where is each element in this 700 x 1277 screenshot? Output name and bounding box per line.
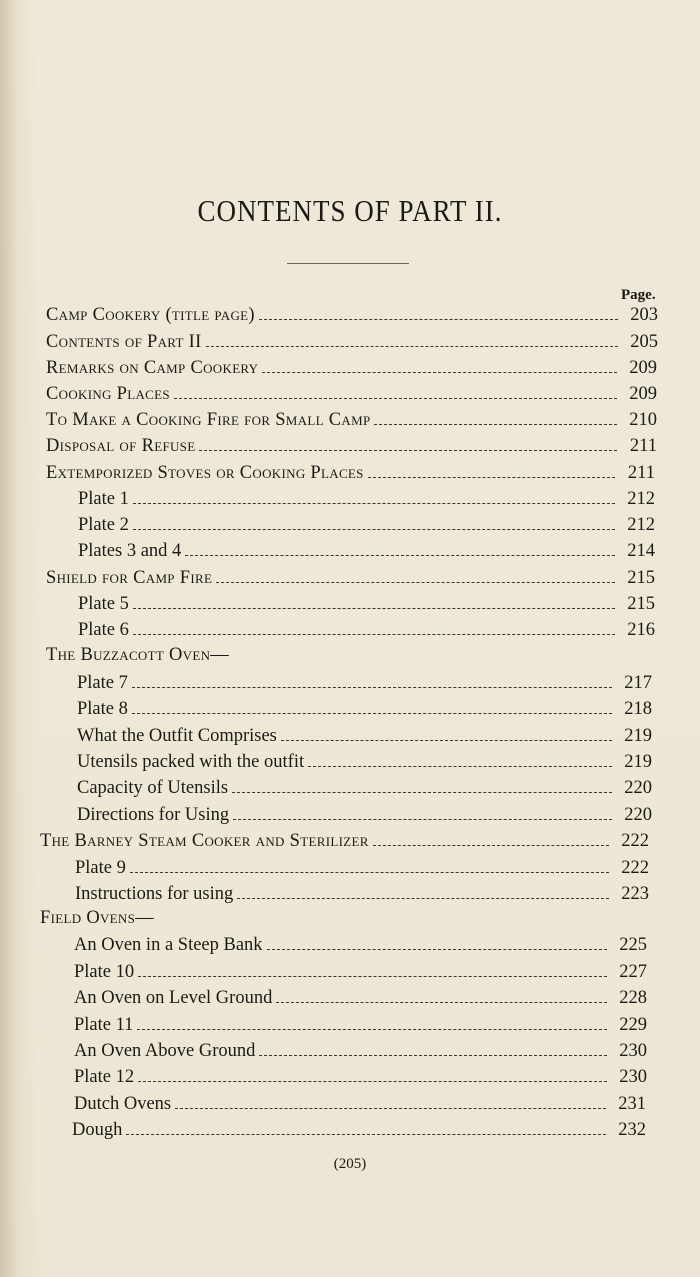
dot-leader bbox=[237, 898, 609, 899]
dot-leader bbox=[199, 450, 617, 451]
toc-entry bbox=[46, 563, 655, 589]
dot-leader bbox=[174, 398, 617, 399]
toc-entry bbox=[46, 353, 657, 379]
toc-entry-label: To Make a Cooking Fire for Small Camp bbox=[46, 410, 371, 430]
dot-leader bbox=[281, 740, 612, 741]
toc-entry-page: 203 bbox=[630, 305, 658, 325]
toc-entry-label: The Buzzacott Oven— bbox=[46, 645, 230, 665]
toc-entry bbox=[46, 431, 657, 457]
toc-entry-label: Directions for Using bbox=[77, 805, 230, 825]
toc-entry-page: 209 bbox=[629, 358, 657, 378]
dot-leader bbox=[132, 687, 612, 688]
toc-entry-page: 228 bbox=[619, 988, 647, 1008]
toc-entry bbox=[74, 957, 647, 983]
toc-entry bbox=[75, 879, 649, 905]
title-rule bbox=[287, 263, 409, 264]
dot-leader bbox=[133, 608, 615, 609]
dot-leader bbox=[259, 319, 618, 320]
toc-entry-label: Field Ovens— bbox=[40, 908, 154, 928]
toc-entry-page: 211 bbox=[629, 436, 657, 456]
page-column-heading: Page. bbox=[621, 287, 656, 303]
toc-entry-label: What the Outfit Comprises bbox=[77, 726, 277, 746]
toc-entry-page: 209 bbox=[629, 384, 657, 404]
toc-entry-label: Dough bbox=[72, 1120, 123, 1140]
toc-entry bbox=[77, 721, 652, 747]
toc-entry-label: Shield for Camp Fire bbox=[46, 568, 213, 588]
toc-entry-page: 220 bbox=[624, 805, 652, 825]
toc-entry-label: Contents of Part II bbox=[46, 332, 202, 352]
toc-entry-label: Plate 1 bbox=[78, 489, 129, 509]
dot-leader bbox=[232, 792, 612, 793]
toc-entry-page: 232 bbox=[618, 1120, 646, 1140]
toc-entry bbox=[72, 1115, 646, 1141]
dot-leader bbox=[126, 1134, 606, 1135]
toc-entry-label: Plate 7 bbox=[77, 673, 128, 693]
toc-entry bbox=[74, 1036, 647, 1062]
toc-entry-page: 214 bbox=[627, 541, 655, 561]
toc-entry-label: Plates 3 and 4 bbox=[78, 541, 182, 561]
dot-leader bbox=[373, 845, 609, 846]
dot-leader bbox=[133, 634, 615, 635]
toc-entry-page: 222 bbox=[621, 831, 649, 851]
toc-entry-page: 212 bbox=[627, 489, 655, 509]
toc-entry bbox=[75, 853, 649, 879]
dot-leader bbox=[267, 949, 607, 950]
toc-entry-page: 217 bbox=[624, 673, 652, 693]
dot-leader bbox=[262, 372, 617, 373]
toc-entry bbox=[46, 640, 655, 666]
toc-entry-page: 216 bbox=[627, 620, 655, 640]
toc-entry-page: 227 bbox=[619, 962, 647, 982]
dot-leader bbox=[374, 424, 617, 425]
toc-entry-page: 205 bbox=[630, 332, 658, 352]
toc-entry bbox=[78, 589, 655, 615]
toc-entry-label: Utensils packed with the outfit bbox=[77, 752, 305, 772]
toc-entry-label: Capacity of Utensils bbox=[77, 778, 229, 798]
toc-entry-page: 210 bbox=[629, 410, 657, 430]
toc-entry bbox=[78, 510, 655, 536]
toc-entry-label: Plate 9 bbox=[75, 858, 126, 878]
toc-entry bbox=[74, 1062, 647, 1088]
toc-entry-label: Remarks on Camp Cookery bbox=[46, 358, 259, 378]
toc-entry-label: Plate 8 bbox=[77, 699, 128, 719]
dot-leader bbox=[137, 1029, 607, 1030]
toc-entry-label: Cooking Places bbox=[46, 384, 170, 404]
dot-leader bbox=[276, 1002, 607, 1003]
toc-entry bbox=[46, 405, 657, 431]
toc-entry-label: Plate 5 bbox=[78, 594, 129, 614]
toc-entry bbox=[78, 615, 655, 641]
dot-leader bbox=[206, 346, 618, 347]
toc-entry-label: Instructions for using bbox=[75, 884, 234, 904]
dot-leader bbox=[130, 872, 609, 873]
toc-entry-page: 219 bbox=[624, 726, 652, 746]
toc-entry bbox=[74, 930, 647, 956]
toc-entry bbox=[78, 536, 655, 562]
toc-entry bbox=[77, 800, 652, 826]
toc-entry-page: 215 bbox=[627, 594, 655, 614]
toc-entry bbox=[77, 773, 652, 799]
page-title: CONTENTS OF PART II. bbox=[197, 194, 503, 228]
dot-leader bbox=[138, 976, 607, 977]
toc-entry-label: An Oven on Level Ground bbox=[74, 988, 273, 1008]
toc-entry-page: 222 bbox=[621, 858, 649, 878]
toc-entry-page: 212 bbox=[627, 515, 655, 535]
dot-leader bbox=[308, 766, 612, 767]
toc-entry bbox=[77, 747, 652, 773]
toc-entry bbox=[74, 1089, 646, 1115]
toc-entry bbox=[40, 903, 649, 929]
toc-entry-page: 211 bbox=[627, 463, 655, 483]
toc-entry-label: Plate 2 bbox=[78, 515, 129, 535]
toc-entry bbox=[74, 1010, 647, 1036]
dot-leader bbox=[133, 529, 615, 530]
dot-leader bbox=[175, 1108, 606, 1109]
dot-leader bbox=[132, 713, 612, 714]
toc-entry bbox=[78, 484, 655, 510]
toc-entry bbox=[46, 327, 658, 353]
dot-leader bbox=[185, 555, 615, 556]
toc-entry-page: 223 bbox=[621, 884, 649, 904]
toc-entry-label: Extemporized Stoves or Cooking Places bbox=[46, 463, 364, 483]
dot-leader bbox=[368, 477, 615, 478]
dot-leader bbox=[259, 1055, 607, 1056]
toc-entry-page: 230 bbox=[619, 1067, 647, 1087]
toc-entry-page: 230 bbox=[619, 1041, 647, 1061]
dot-leader bbox=[138, 1081, 607, 1082]
toc-entry bbox=[74, 983, 647, 1009]
toc-entry-label: Plate 6 bbox=[78, 620, 129, 640]
toc-entry-label: Disposal of Refuse bbox=[46, 436, 196, 456]
toc-entry bbox=[77, 668, 652, 694]
toc-entry bbox=[46, 300, 658, 326]
toc-entry bbox=[46, 458, 655, 484]
page-number: (205) bbox=[333, 1156, 367, 1172]
toc-entry-label: Camp Cookery (title page) bbox=[46, 305, 255, 325]
toc-entry-page: 225 bbox=[619, 935, 647, 955]
toc-entry-label: Dutch Ovens bbox=[74, 1094, 172, 1114]
dot-leader bbox=[216, 582, 615, 583]
toc-entry-page: 218 bbox=[624, 699, 652, 719]
toc-entry-page: 215 bbox=[627, 568, 655, 588]
toc-entry-label: Plate 12 bbox=[74, 1067, 135, 1087]
dot-leader bbox=[233, 819, 612, 820]
toc-entry-label: An Oven in a Steep Bank bbox=[74, 935, 263, 955]
toc-entry bbox=[46, 379, 657, 405]
toc-entry-page: 219 bbox=[624, 752, 652, 772]
dot-leader bbox=[133, 503, 615, 504]
toc-entry-page: 231 bbox=[618, 1094, 646, 1114]
toc-entry-page: 220 bbox=[624, 778, 652, 798]
toc-entry bbox=[40, 826, 649, 852]
toc-entry-label: The Barney Steam Cooker and Sterilizer bbox=[40, 831, 369, 851]
toc-entry-label: Plate 10 bbox=[74, 962, 135, 982]
toc-entry-page: 229 bbox=[619, 1015, 647, 1035]
toc-entry bbox=[77, 694, 652, 720]
toc-entry-label: Plate 11 bbox=[74, 1015, 134, 1035]
toc-entry-label: An Oven Above Ground bbox=[74, 1041, 256, 1061]
